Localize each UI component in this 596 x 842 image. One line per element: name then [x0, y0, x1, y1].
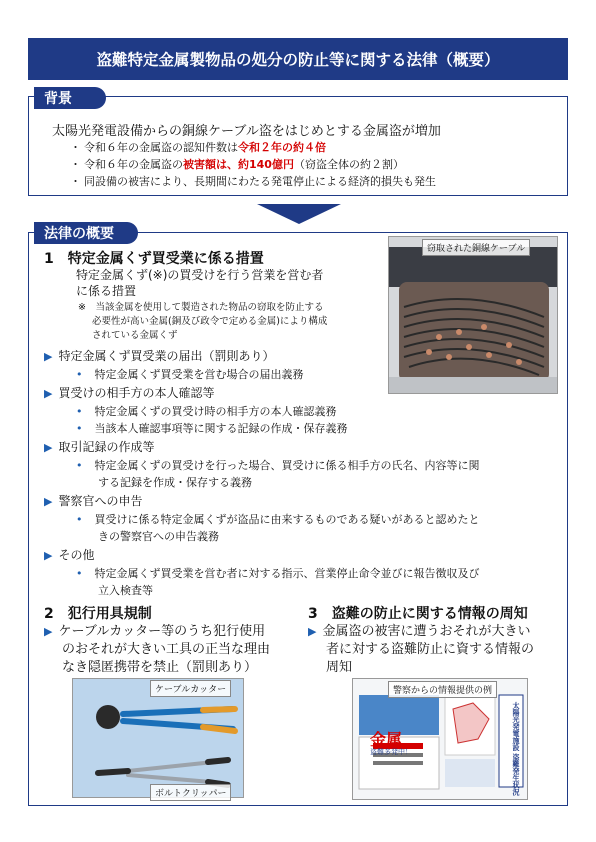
background-list — [70, 139, 436, 190]
item-title: ▶ 特定金属くず買受業の届出（罰則あり） — [44, 349, 275, 363]
item-sub: 立入検査等 — [98, 584, 153, 597]
section1-note: 必要性が高い金属(銅及び政令で定める金属)により構成 — [92, 316, 328, 327]
triangle-bullet-icon: ▶ — [44, 625, 53, 638]
section2-heading: 2 犯行用具規制 — [44, 606, 152, 622]
flyer-title: 金属 — [370, 730, 403, 749]
cable-photo-image — [389, 237, 558, 394]
item-sub: • 特定金属くずの買受けを行った場合、買受けに係る相手方の氏名、内容等に関 — [76, 459, 480, 472]
section1-note: されている金属くず — [92, 330, 178, 341]
down-arrow-icon — [257, 204, 341, 224]
triangle-bullet-icon: ▶ — [44, 549, 53, 562]
law-tag: 法律の概要 — [34, 222, 138, 244]
item-title: ▶ 買受けの相手方の本人確認等 — [44, 386, 215, 400]
bolt-clipper-caption: ボルトクリッパー — [150, 784, 231, 801]
item-sub: • 特定金属くず買受業を営む場合の届出義務 — [76, 368, 304, 381]
flyer-subtitle: 盗難多発中！ — [370, 748, 412, 756]
item-sub: きの警察官への申告義務 — [98, 530, 219, 543]
cable-cutter-caption: ケーブルカッター — [150, 680, 231, 697]
flyer-side-title: 太陽光発電施設 盗難発生状況 — [512, 702, 520, 796]
section3-text: 周知 — [326, 660, 353, 675]
item-title: ▶ 取引記録の作成等 — [44, 440, 155, 454]
section3-text: ▶ 金属盗の被害に遭うおそれが大きい — [308, 624, 531, 639]
triangle-bullet-icon: ▶ — [44, 495, 53, 508]
section1-desc: 特定金属くず(※)の買受けを行う営業を営む者 — [76, 268, 324, 282]
background-item: ・ 同設備の被害により、長期間にわたる発電停止による経済的損失も発生 — [70, 173, 436, 190]
triangle-bullet-icon: ▶ — [44, 441, 53, 454]
section2-text: のおそれが大きい工具の正当な理由 — [62, 642, 271, 657]
section1-heading: 1 特定金属くず買受業に係る措置 — [44, 251, 264, 267]
cable-photo — [388, 236, 558, 394]
item-title: ▶ その他 — [44, 548, 95, 562]
item-title: ▶ 警察官への申告 — [44, 494, 143, 508]
section1-desc: に係る措置 — [76, 284, 137, 298]
item-sub: • 特定金属くず買受業を営む者に対する指示、営業停止命令並びに報告徴収及び — [76, 567, 480, 580]
background-item: ・ 令和６年の金属盗の被害額は、約140億円（窃盗全体の約２割） — [70, 156, 436, 173]
flyer-caption: 警察からの情報提供の例 — [388, 681, 497, 698]
item-sub: する記録を作成・保存する義務 — [98, 476, 252, 489]
section3-heading: 3 盗難の防止に関する情報の周知 — [308, 606, 528, 622]
section2-text: なき隠匿携帯を禁止（罰則あり） — [62, 660, 258, 675]
background-tag: 背景 — [34, 87, 106, 109]
cable-photo-caption: 窃取された銅線ケーブル — [422, 239, 530, 256]
page-title: 盗難特定金属製物品の処分の防止等に関する法律（概要） — [28, 38, 568, 80]
section3-text: 者に対する盗難防止に資する情報の — [326, 642, 535, 657]
triangle-bullet-icon: ▶ — [308, 625, 317, 638]
item-sub: • 特定金属くずの買受け時の相手方の本人確認義務 — [76, 405, 337, 418]
triangle-bullet-icon: ▶ — [44, 387, 53, 400]
section2-text: ▶ ケーブルカッター等のうち犯行使用 — [44, 624, 266, 639]
background-lead: 太陽光発電設備からの銅線ケーブル盗をはじめとする金属盗が増加 — [52, 124, 441, 139]
item-sub: • 買受けに係る特定金属くずが盗品に由来するものである疑いがあると認めたと — [76, 513, 480, 526]
section1-note: ※ 当該金属を使用して製造された物品の窃取を防止する — [78, 302, 324, 313]
triangle-bullet-icon: ▶ — [44, 350, 53, 363]
background-item: ・ 令和６年の金属盗の認知件数は令和２年の約４倍 — [70, 139, 436, 156]
item-sub: • 当該本人確認事項等に関する記録の作成・保存義務 — [76, 422, 348, 435]
